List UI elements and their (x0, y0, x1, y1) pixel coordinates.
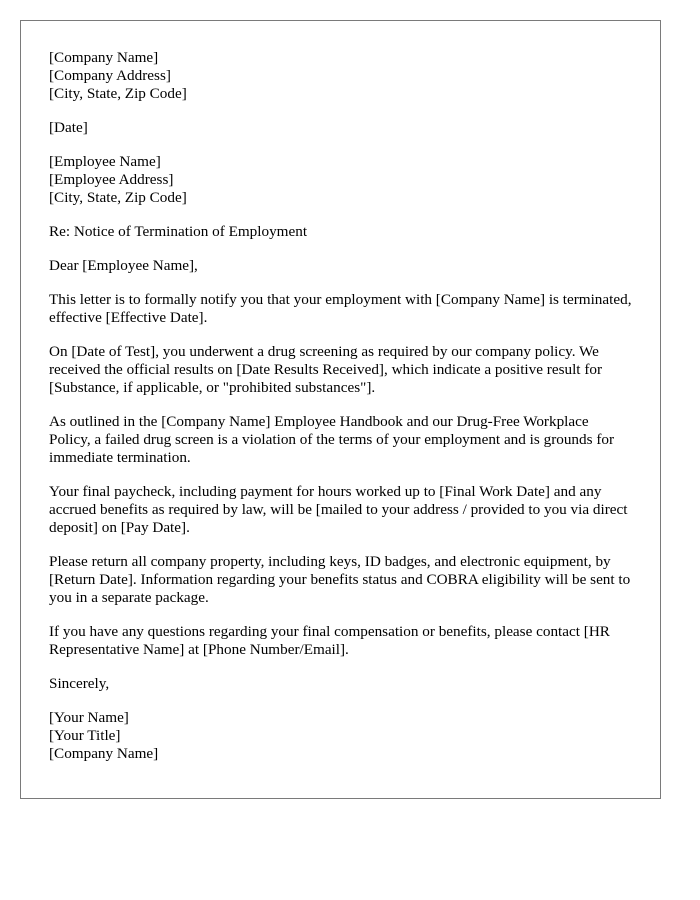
sender-city-state-zip: [City, State, Zip Code] (49, 85, 187, 102)
body-paragraph-2: On [Date of Test], you underwent a drug screening as required by our company policy. We received the official results on [Date Results Received], which indicate a positive result for [Substance, if applicable, or "prohibited substances"]. (49, 343, 603, 396)
body-paragraph-6: If you have any questions regarding your final compensation or benefits, please contact [HR Representative Name] at [Phone Number/Email]. (49, 623, 610, 658)
sender-company-name: [Company Name] (49, 49, 159, 66)
date-block (49, 119, 632, 137)
subject-line: Re: Notice of Termination of Employment (49, 223, 308, 240)
salutation: Dear [Employee Name], (49, 257, 198, 274)
body-paragraph-1: This letter is to formally notify you that your employment with [Company Name] is terminated, effective [Effective Date]. (49, 291, 632, 326)
signature-company: [Company Name] (49, 745, 159, 762)
body-paragraph-4: Your final paycheck, including payment for hours worked up to [Final Work Date] and any accrued benefits as required by law, will be [mailed to your address / provided to you via direct deposit] on [Pay Date]. (49, 483, 628, 536)
signature-title: [Your Title] (49, 727, 121, 744)
recipient-employee-address: [Employee Address] (49, 171, 174, 188)
closing: Sincerely, (49, 675, 110, 692)
sender-address-block (49, 49, 632, 103)
recipient-address-block (49, 153, 632, 207)
recipient-employee-name: [Employee Name] (49, 153, 161, 170)
sender-company-address: [Company Address] (49, 67, 171, 84)
letter-page (20, 20, 661, 799)
signature-block (49, 709, 632, 763)
signature-name: [Your Name] (49, 709, 129, 726)
recipient-city-state-zip: [City, State, Zip Code] (49, 189, 187, 206)
letter-date: [Date] (49, 119, 88, 136)
body-paragraph-5: Please return all company property, including keys, ID badges, and electronic equipment, by [Return Date]. Information regarding your benefits status and COBRA eligibility will be sent to you in a separate package. (49, 553, 631, 606)
body-paragraph-3: As outlined in the [Company Name] Employee Handbook and our Drug-Free Workplace Policy, a failed drug screen is a violation of the terms of your employment and is grounds for immediate termination. (49, 413, 615, 466)
